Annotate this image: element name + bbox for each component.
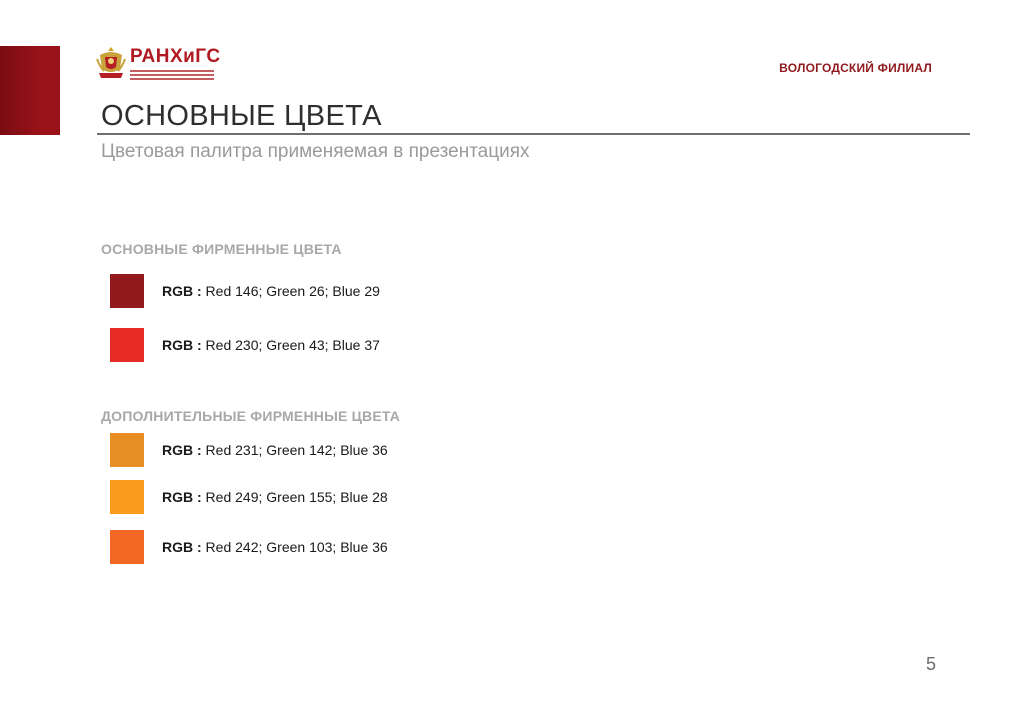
branch-name: ВОЛОГОДСКИЙ ФИЛИАЛ — [779, 61, 932, 75]
color-label: RGB : Red 230; Green 43; Blue 37 — [162, 337, 380, 353]
color-row — [110, 480, 388, 514]
title-divider — [97, 133, 970, 135]
color-label: RGB : Red 242; Green 103; Blue 36 — [162, 539, 388, 555]
logo-tagline-graphic — [130, 68, 221, 80]
section-heading-primary: ОСНОВНЫЕ ФИРМЕННЫЕ ЦВЕТА — [101, 241, 342, 257]
ranepa-logo — [96, 45, 221, 81]
color-row — [110, 274, 380, 308]
page-title: ОСНОВНЫЕ ЦВЕТА — [101, 100, 382, 132]
color-swatch — [110, 480, 144, 514]
accent-bar — [0, 46, 60, 135]
section-heading-secondary: ДОПОЛНИТЕЛЬНЫЕ ФИРМЕННЫЕ ЦВЕТА — [101, 408, 401, 424]
emblem-icon — [96, 45, 126, 81]
color-swatch — [110, 274, 144, 308]
color-label: RGB : Red 146; Green 26; Blue 29 — [162, 283, 380, 299]
color-label: RGB : Red 249; Green 155; Blue 28 — [162, 489, 388, 505]
color-row — [110, 433, 388, 467]
color-swatch — [110, 530, 144, 564]
page-number: 5 — [926, 654, 937, 674]
logo-wordmark: РАНХиГС — [130, 45, 221, 67]
page-subtitle: Цветовая палитра применяемая в презентациях — [101, 141, 530, 162]
color-swatch — [110, 433, 144, 467]
color-label: RGB : Red 231; Green 142; Blue 36 — [162, 442, 388, 458]
color-row — [110, 328, 380, 362]
color-swatch — [110, 328, 144, 362]
color-row — [110, 530, 388, 564]
